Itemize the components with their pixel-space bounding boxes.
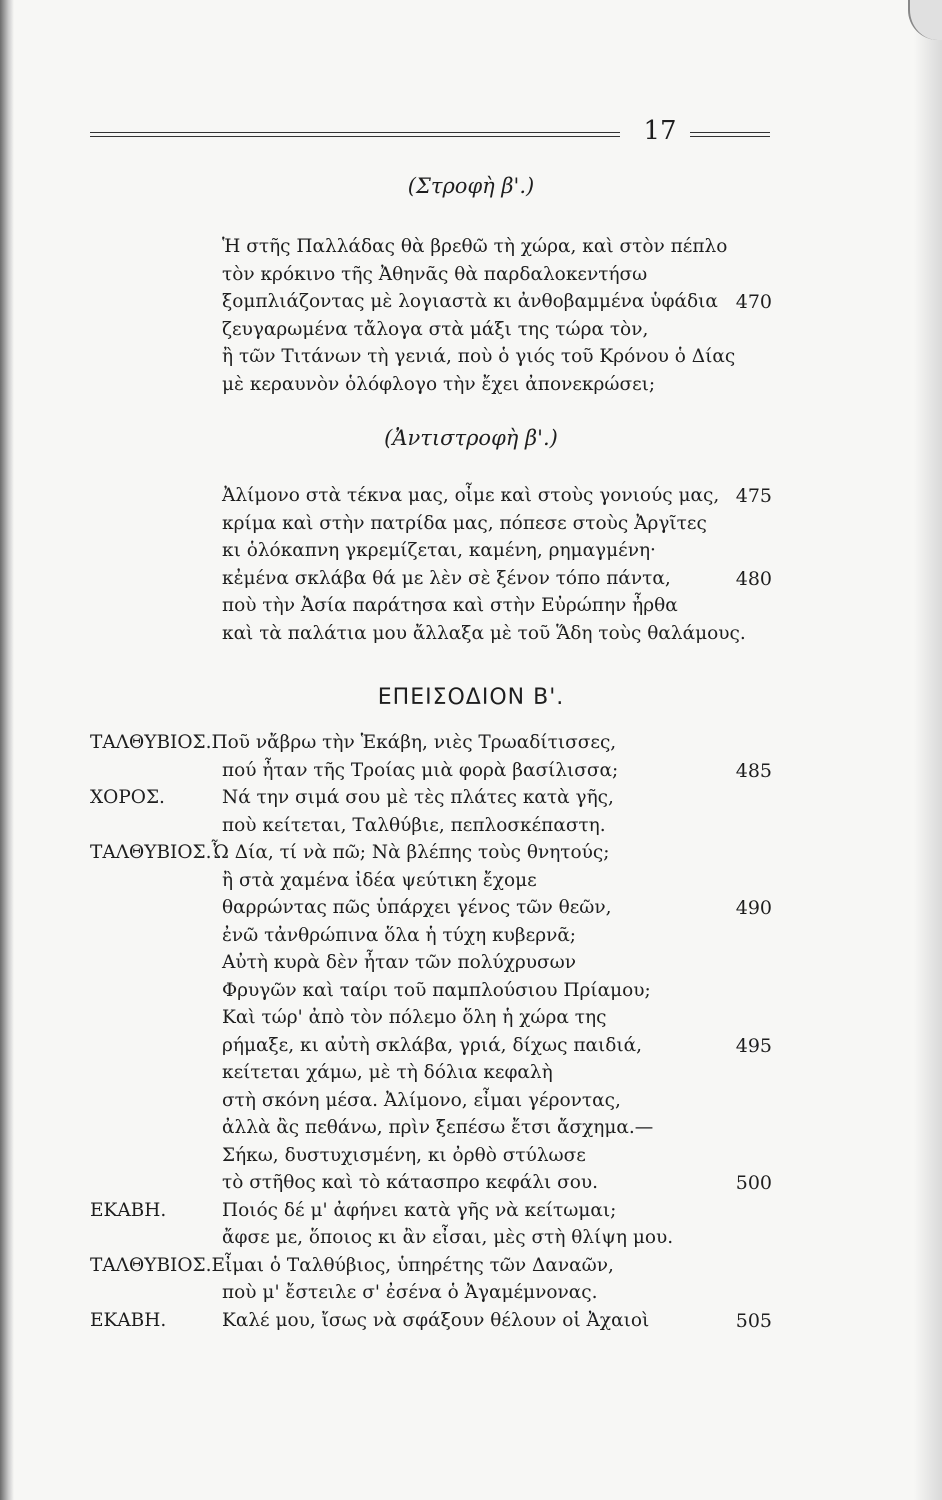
line-number: 475	[735, 485, 772, 507]
dialogue-text: ρήμαξε, κι αὐτὴ σκλάβα, γριά, δίχως παιδιά,	[222, 1034, 643, 1056]
dialogue-line	[90, 1255, 780, 1283]
dialogue-line	[222, 760, 782, 788]
dialogue-text: ἄφσε με, ὅποιος κι ἂν εἶσαι, μὲς στὴ θλίψη μου.	[222, 1227, 674, 1248]
line-number: 480	[735, 567, 772, 590]
dialogue-line	[222, 870, 782, 898]
page-number: 17	[643, 116, 677, 146]
header-rule-right	[690, 132, 770, 137]
verse-text: κρίμα καὶ στὴν πατρίδα μας, πόπεσε στοὺς Ἀργῖτες	[222, 512, 707, 534]
dialogue-text: ἢ στὰ χαμένα ἰδέα ψεύτικη ἔχομε	[222, 869, 537, 891]
line-number: 500	[735, 1172, 772, 1194]
strophe-verse-line	[222, 374, 782, 402]
verse-text: κι ὁλόκαπνη γκρεμίζεται, καμένη, ρημαγμένη·	[222, 540, 656, 561]
dialogue-line	[222, 952, 782, 980]
verse-text: ζευγαρωμένα τἄλογα στὰ μάξι της τώρα τὸν,	[222, 318, 649, 340]
antistrophe-verse-line	[222, 485, 782, 513]
antistrophe-verse-line	[222, 595, 782, 623]
verse-text: τὸν κρόκινο τῆς Ἀθηνᾶς θὰ παρδαλοκεντήσω	[222, 263, 648, 285]
antistrophe-heading: (Ἀντιστροφὴ β'.)	[384, 426, 558, 450]
dialogue-text: θαρρώντας πῶς ὑπάρχει γένος τῶν θεῶν,	[222, 897, 612, 918]
speaker-name: ΕΚΑΒΗ.	[90, 1199, 167, 1221]
line-number: 485	[735, 759, 772, 782]
line-number: 495	[735, 1034, 772, 1057]
strophe-verse-line	[222, 346, 782, 374]
dialogue-text: στὴ σκόνη μέσα. Ἀλίμονο, εἶμαι γέροντας,	[222, 1089, 621, 1111]
dialogue-text: κείτεται χάμω, μὲ τὴ δόλια κεφαλὴ	[222, 1062, 553, 1083]
dialogue-line	[90, 842, 780, 870]
speaker-name: ΤΑΛΘΥΒΙΟΣ.	[90, 732, 212, 753]
antistrophe-verse-line	[222, 568, 782, 596]
dialogue-text: Νά την σιμά σου μὲ τὲς πλάτες κατὰ γῆς,	[222, 787, 614, 808]
verse-text: Ἡ στῆς Παλλάδας θὰ βρεθῶ τὴ χώρα, καὶ στὸν πέπλο	[222, 236, 728, 257]
antistrophe-verse-line	[222, 623, 782, 651]
dialogue-line	[222, 815, 782, 843]
strophe-heading: (Στροφὴ β'.)	[407, 174, 535, 198]
strophe-verse-line	[222, 291, 782, 319]
dialogue-line	[222, 1145, 782, 1173]
verse-text: ἢ τῶν Τιτάνων τὴ γενιά, ποὺ ὁ γιός τοῦ Κρόνου ὁ Δίας	[222, 346, 736, 367]
speaker-name: ΤΑΛΘΥΒΙΟΣ.	[90, 1254, 212, 1276]
strophe-verse-line	[222, 264, 782, 292]
antistrophe-verse-line	[222, 540, 782, 568]
verse-text: καὶ τὰ παλάτια μου ἄλλαξα μὲ τοῦ Ἅδη τοὺς θαλάμους.	[222, 622, 746, 644]
strophe-verse-line	[222, 319, 782, 347]
dialogue-line	[222, 1035, 782, 1063]
dialogue-text: Εἶμαι ὁ Ταλθύβιος, ὑπηρέτης τῶν Δαναῶν,	[211, 1254, 614, 1276]
dialogue-line	[222, 1117, 782, 1145]
line-number: 470	[735, 291, 772, 313]
dialogue-line	[222, 1227, 782, 1255]
dialogue-line	[222, 1090, 782, 1118]
speaker-name: ΕΚΑΒΗ.	[90, 1309, 167, 1331]
running-header	[90, 116, 770, 156]
dialogue-text: Ποῦ νἄβρω τὴν Ἑκάβη, νιὲς Τρωαδίτισσες,	[211, 732, 617, 753]
dialogue-text: Αὐτὴ κυρὰ δὲν ἦταν τῶν πολύχρυσων	[222, 952, 577, 973]
dialogue-line	[222, 980, 782, 1008]
verse-text: κἐμένα σκλάβα θά με λὲν σὲ ξένον τόπο πάντα,	[222, 567, 671, 589]
dialogue-text: ἐνῶ τἀνθρώπινα ὅλα ἡ τύχη κυβερνᾶ;	[222, 924, 577, 946]
speaker-name: ΤΑΛΘΥΒΙΟΣ.	[90, 842, 212, 863]
page-edge-shadow	[914, 0, 942, 1500]
dialogue-line	[222, 897, 782, 925]
dialogue-line	[222, 1282, 782, 1310]
verse-text: Ἀλίμονο στὰ τέκνα μας, οἶμε καὶ στοὺς γονιούς μας,	[222, 485, 720, 506]
dialogue-text: Καὶ τώρ' ἀπὸ τὸν πόλεμο ὅλη ἡ χώρα της	[222, 1007, 607, 1028]
dialogue-line	[222, 1062, 782, 1090]
line-number: 505	[735, 1309, 772, 1332]
verse-text: μὲ κεραυνὸν ὁλόφλογο τὴν ἔχει ἀπονεκρώσει;	[222, 373, 656, 395]
dialogue-text: Ποιός δέ μ' ἀφήνει κατὰ γῆς νὰ κείτωμαι;	[222, 1199, 617, 1221]
line-number: 490	[735, 897, 772, 919]
verse-text: ποὺ τὴν Ἀσία παράτησα καὶ στὴν Εὐρώπην ἦρθα	[222, 595, 678, 616]
dialogue-line	[222, 1310, 782, 1338]
verse-text: ξομπλιάζοντας μὲ λογιαστὰ κι ἀνθοβαμμένα ὑφάδια	[222, 291, 718, 312]
dialogue-line	[90, 732, 780, 760]
dialogue-line	[222, 925, 782, 953]
dialogue-line	[222, 1172, 782, 1200]
dialogue-text: ἀλλὰ ἂς πεθάνω, πρὶν ξεπέσω ἔτσι ἄσχημα.—	[222, 1117, 654, 1138]
dialogue-line	[222, 1007, 782, 1035]
dialogue-text: Φρυγῶν καὶ ταίρι τοῦ παμπλούσιου Πρίαμου;	[222, 979, 651, 1001]
dialogue-text: τὸ στῆθος καὶ τὸ κάτασπρο κεφάλι σου.	[222, 1172, 598, 1193]
dialogue-line	[222, 1200, 782, 1228]
dialogue-line	[222, 787, 782, 815]
episode-heading: ΕΠΕΙΣΟΔΙΟΝ Β'.	[377, 685, 565, 710]
dialogue-text: Ὦ Δία, τί νὰ πῶ; Νὰ βλέπης τοὺς θνητούς;	[211, 842, 610, 863]
antistrophe-verse-line	[222, 513, 782, 541]
dialogue-text: Σήκω, δυστυχισμένη, κι ὀρθὸ στύλωσε	[222, 1144, 586, 1166]
dialogue-text: ποὺ κείτεται, Ταλθύβιε, πεπλοσκέπαστη.	[222, 814, 606, 836]
dialogue-text: ποὺ μ' ἔστειλε σ' ἐσένα ὁ Ἀγαμέμνονας.	[222, 1282, 598, 1303]
dialogue-text: πού ἦταν τῆς Τροίας μιὰ φορὰ βασίλισσα;	[222, 759, 619, 781]
book-spine-shadow	[0, 0, 14, 1500]
strophe-verse-line	[222, 236, 782, 264]
header-rule-left	[90, 132, 620, 137]
speaker-name: ΧΟΡΟΣ.	[90, 787, 165, 808]
dialogue-text: Καλέ μου, ἴσως νὰ σφάξουν θέλουν οἱ Ἀχαιοὶ	[222, 1309, 650, 1331]
